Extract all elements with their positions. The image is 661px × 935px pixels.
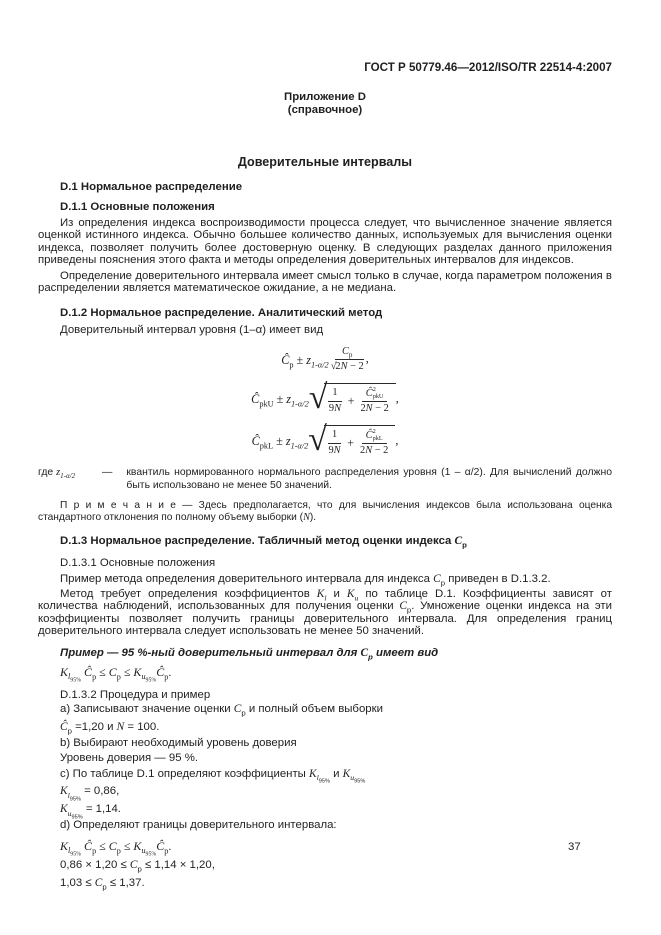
sub-z-level: 1-α/2 <box>60 471 76 480</box>
sup-2: 2 <box>372 385 376 393</box>
note-label: П р и м е ч а н и е <box>60 500 176 512</box>
formula-cpkl-interval <box>38 420 612 458</box>
sub-pkl: pkL <box>372 434 383 442</box>
sub-p: p <box>462 540 467 550</box>
radical-expression: √ $\frac{1}{9N}$ + Ĉ 2 pkL 2N − 2 <box>308 425 395 458</box>
paragraph-d11-2: Определение доверительного интервала имеет смысл только в случае, когда параметром положения в распределении является математическое ожидание, а не медиана. <box>38 269 612 295</box>
plus-minus-op: ± <box>296 352 304 367</box>
var-c: C <box>94 876 103 889</box>
sub-p: p <box>67 726 72 736</box>
annex-label <box>38 91 612 117</box>
var-c: C <box>233 703 242 716</box>
fraction: $\frac{C_p}{√2N - 2}$ <box>330 345 364 373</box>
plus-minus-op: ± <box>276 434 283 449</box>
annex-line1: Приложение D <box>284 91 366 103</box>
sub-p: p <box>289 360 294 370</box>
var-c: C <box>454 535 463 548</box>
note: П р и м е ч а н и е — Здесь предполагается, что для вычисления индексов была использована оценка стандартного отклонения по полному объему выборки (N). <box>38 500 613 524</box>
sub-p: p <box>241 708 246 718</box>
radical-icon: √ <box>308 420 327 458</box>
heading-d11: D.1.1 Основные положения <box>60 201 215 213</box>
given-values: $Ĉ_p =1,20$ и N = 100. <box>60 720 160 736</box>
sub-z-level: 1-α/2 <box>311 360 329 370</box>
sup-2: 2 <box>372 427 376 435</box>
sub-p: p <box>368 651 373 661</box>
step-d: d) Определяют границы доверительного интервала: <box>60 819 337 832</box>
heading-d13: D.1.3 Нормальное распределение. Табличный метод оценки индекса $C_p$ <box>60 535 467 550</box>
confidence-level: Уровень доверия — 95 %. <box>60 752 198 765</box>
where-clause <box>38 467 612 492</box>
paragraph-d131-2: Метод требует определения коэффициентов $K_l$ и $K_u$ по таблице D.1. Коэффициенты зависят от количества наблюдений, использованных для получения оценки $C_p$. Умножение оценки индекса на эти коэффициенты позволяет получить границы доверительного интервала. Для определения границ доверительного интервала следует использовать не менее 50 значений. <box>38 587 612 638</box>
comma: , <box>395 433 399 448</box>
heading-d132: D.1.3.2 Процедура и пример <box>60 688 211 701</box>
var-k: K <box>309 767 317 780</box>
var-n: N <box>365 403 373 415</box>
sub-p: p <box>137 864 142 874</box>
sub-pku: pkU <box>259 399 274 409</box>
plus-op: + <box>347 436 354 451</box>
var-z: z <box>285 434 291 449</box>
var-k: K <box>346 587 355 600</box>
var-n: N <box>365 445 373 457</box>
plus-op: + <box>347 394 355 409</box>
var-n: N <box>333 444 341 456</box>
page-title: Доверительные интервалы <box>237 155 413 169</box>
kl-value: $K_{l_{95\%}} = 0,86$, <box>60 785 120 803</box>
calc-line: $0,86 \times 1,20 \le C_p \le 1,14 \times 1,20$, <box>60 858 215 874</box>
var-z: z <box>56 466 61 478</box>
var-k: K <box>60 803 68 816</box>
radical-icon: √ <box>330 361 337 373</box>
var-n: N <box>116 720 125 733</box>
var-c: C <box>360 646 369 659</box>
document-id-header: ГОСТ Р 50779.46—2012/ISO/TR 22514-4:2007 <box>364 61 612 74</box>
var-c-hat: Ĉ <box>365 387 373 399</box>
plus-minus-op: ± <box>276 392 284 407</box>
where-dash: — <box>102 466 113 478</box>
sub-p: p <box>440 577 446 587</box>
comma: , <box>395 391 399 406</box>
radical-expression: √ $\frac{1}{9N}$ + Ĉ 2 pkU 2N − 2 <box>309 383 396 416</box>
var-k: K <box>342 767 351 780</box>
paragraph-d131-1: Пример метода определения доверительного интервала для индекса $C_p$ приведен в D.1.3.2. <box>60 572 551 587</box>
var-c: C <box>399 600 407 613</box>
sub-u: u <box>354 593 359 603</box>
ku-value: $K_{u_{95\%}} = 1,14$. <box>60 803 121 821</box>
paragraph-d11-1: Из определения индекса воспроизводимости процесса следует, что вычисленное значение является оценкой истинного индекса. Обычно большее количество данных, используемых для вычисления оценки индекса, позволяет получить более достоверную оценку. В следующих разделах данного приложения приведены пояснения этого факта и методы определения доверительных интервалов для индексов. <box>38 217 612 267</box>
var-n: N <box>303 512 310 524</box>
formula-cpku-interval <box>38 378 612 416</box>
var-c-hat: Ĉ <box>60 720 68 733</box>
var-c: C <box>341 345 349 357</box>
sub-pkl: pkL <box>259 441 274 451</box>
formula-cp-interval <box>38 346 612 374</box>
sub-pku: pkU <box>372 392 384 400</box>
where-description: квантиль нормированного нормального распределения уровня (1 – α/2). Для вычислений должно быть использовано не менее 50 значений. <box>126 466 612 491</box>
formula-lead-in: Доверительный интервал уровня (1–α) имеет вид <box>60 324 324 337</box>
var-n: N <box>334 402 342 414</box>
var-k: K <box>60 785 68 798</box>
confidence-inequality: $K_{l_{95\%}}$ $Ĉ_p \le C_p$ ≤ $K_{u_{95\%}}Ĉ_p$. <box>60 838 172 858</box>
var-c-hat: Ĉ <box>251 434 260 449</box>
sub-p: p <box>406 605 412 615</box>
page-number: 37 <box>568 841 581 853</box>
confidence-inequality: $K_{l_{95\%}}$ $Ĉ_p \le C_p$ ≤ $K_{u_{95\%}}Ĉ_p$. <box>60 664 172 684</box>
comma: , <box>365 351 369 366</box>
step-b: b) Выбирают необходимый уровень доверия <box>60 736 297 749</box>
where-term: где $z_{1-\alpha/2}$ <box>38 466 76 480</box>
annex-line2: (справочное) <box>287 104 363 116</box>
result-line: $1,03 \le C_p \le 1,37$. <box>60 876 145 892</box>
var-z: z <box>286 392 292 407</box>
heading-d1: D.1 Нормальное распределение <box>60 181 243 193</box>
var-c-hat: Ĉ <box>365 430 373 442</box>
radical-icon: √ <box>308 378 328 416</box>
var-n: N <box>340 361 348 373</box>
var-z: z <box>306 352 311 367</box>
var-c: C <box>129 858 138 871</box>
sub-z-level: 1-α/2 <box>290 441 309 451</box>
var-c-hat: Ĉ <box>281 352 290 367</box>
sub-p: p <box>102 882 107 892</box>
var-c-hat: Ĉ <box>251 392 260 407</box>
heading-d131: D.1.3.1 Основные положения <box>60 557 216 570</box>
var-c: C <box>433 572 441 585</box>
sub-l: l <box>324 593 327 603</box>
heading-d12: D.1.2 Нормальное распределение. Аналитический метод <box>60 307 383 320</box>
sub-p: p <box>348 350 353 359</box>
example-statement: Пример — 95 %-ный доверительный интервал для $C_p$ имеет вид <box>60 646 439 661</box>
var-k: K <box>316 587 325 600</box>
step-c: c) По таблице D.1 определяют коэффициенты $K_{l_{95\%}}$ и $K_{u_{95\%}}$ <box>60 767 366 785</box>
sub-z-level: 1-α/2 <box>291 399 309 409</box>
step-a: a) Записывают значение оценки $C_p$ и полный объем выборки <box>60 703 383 718</box>
